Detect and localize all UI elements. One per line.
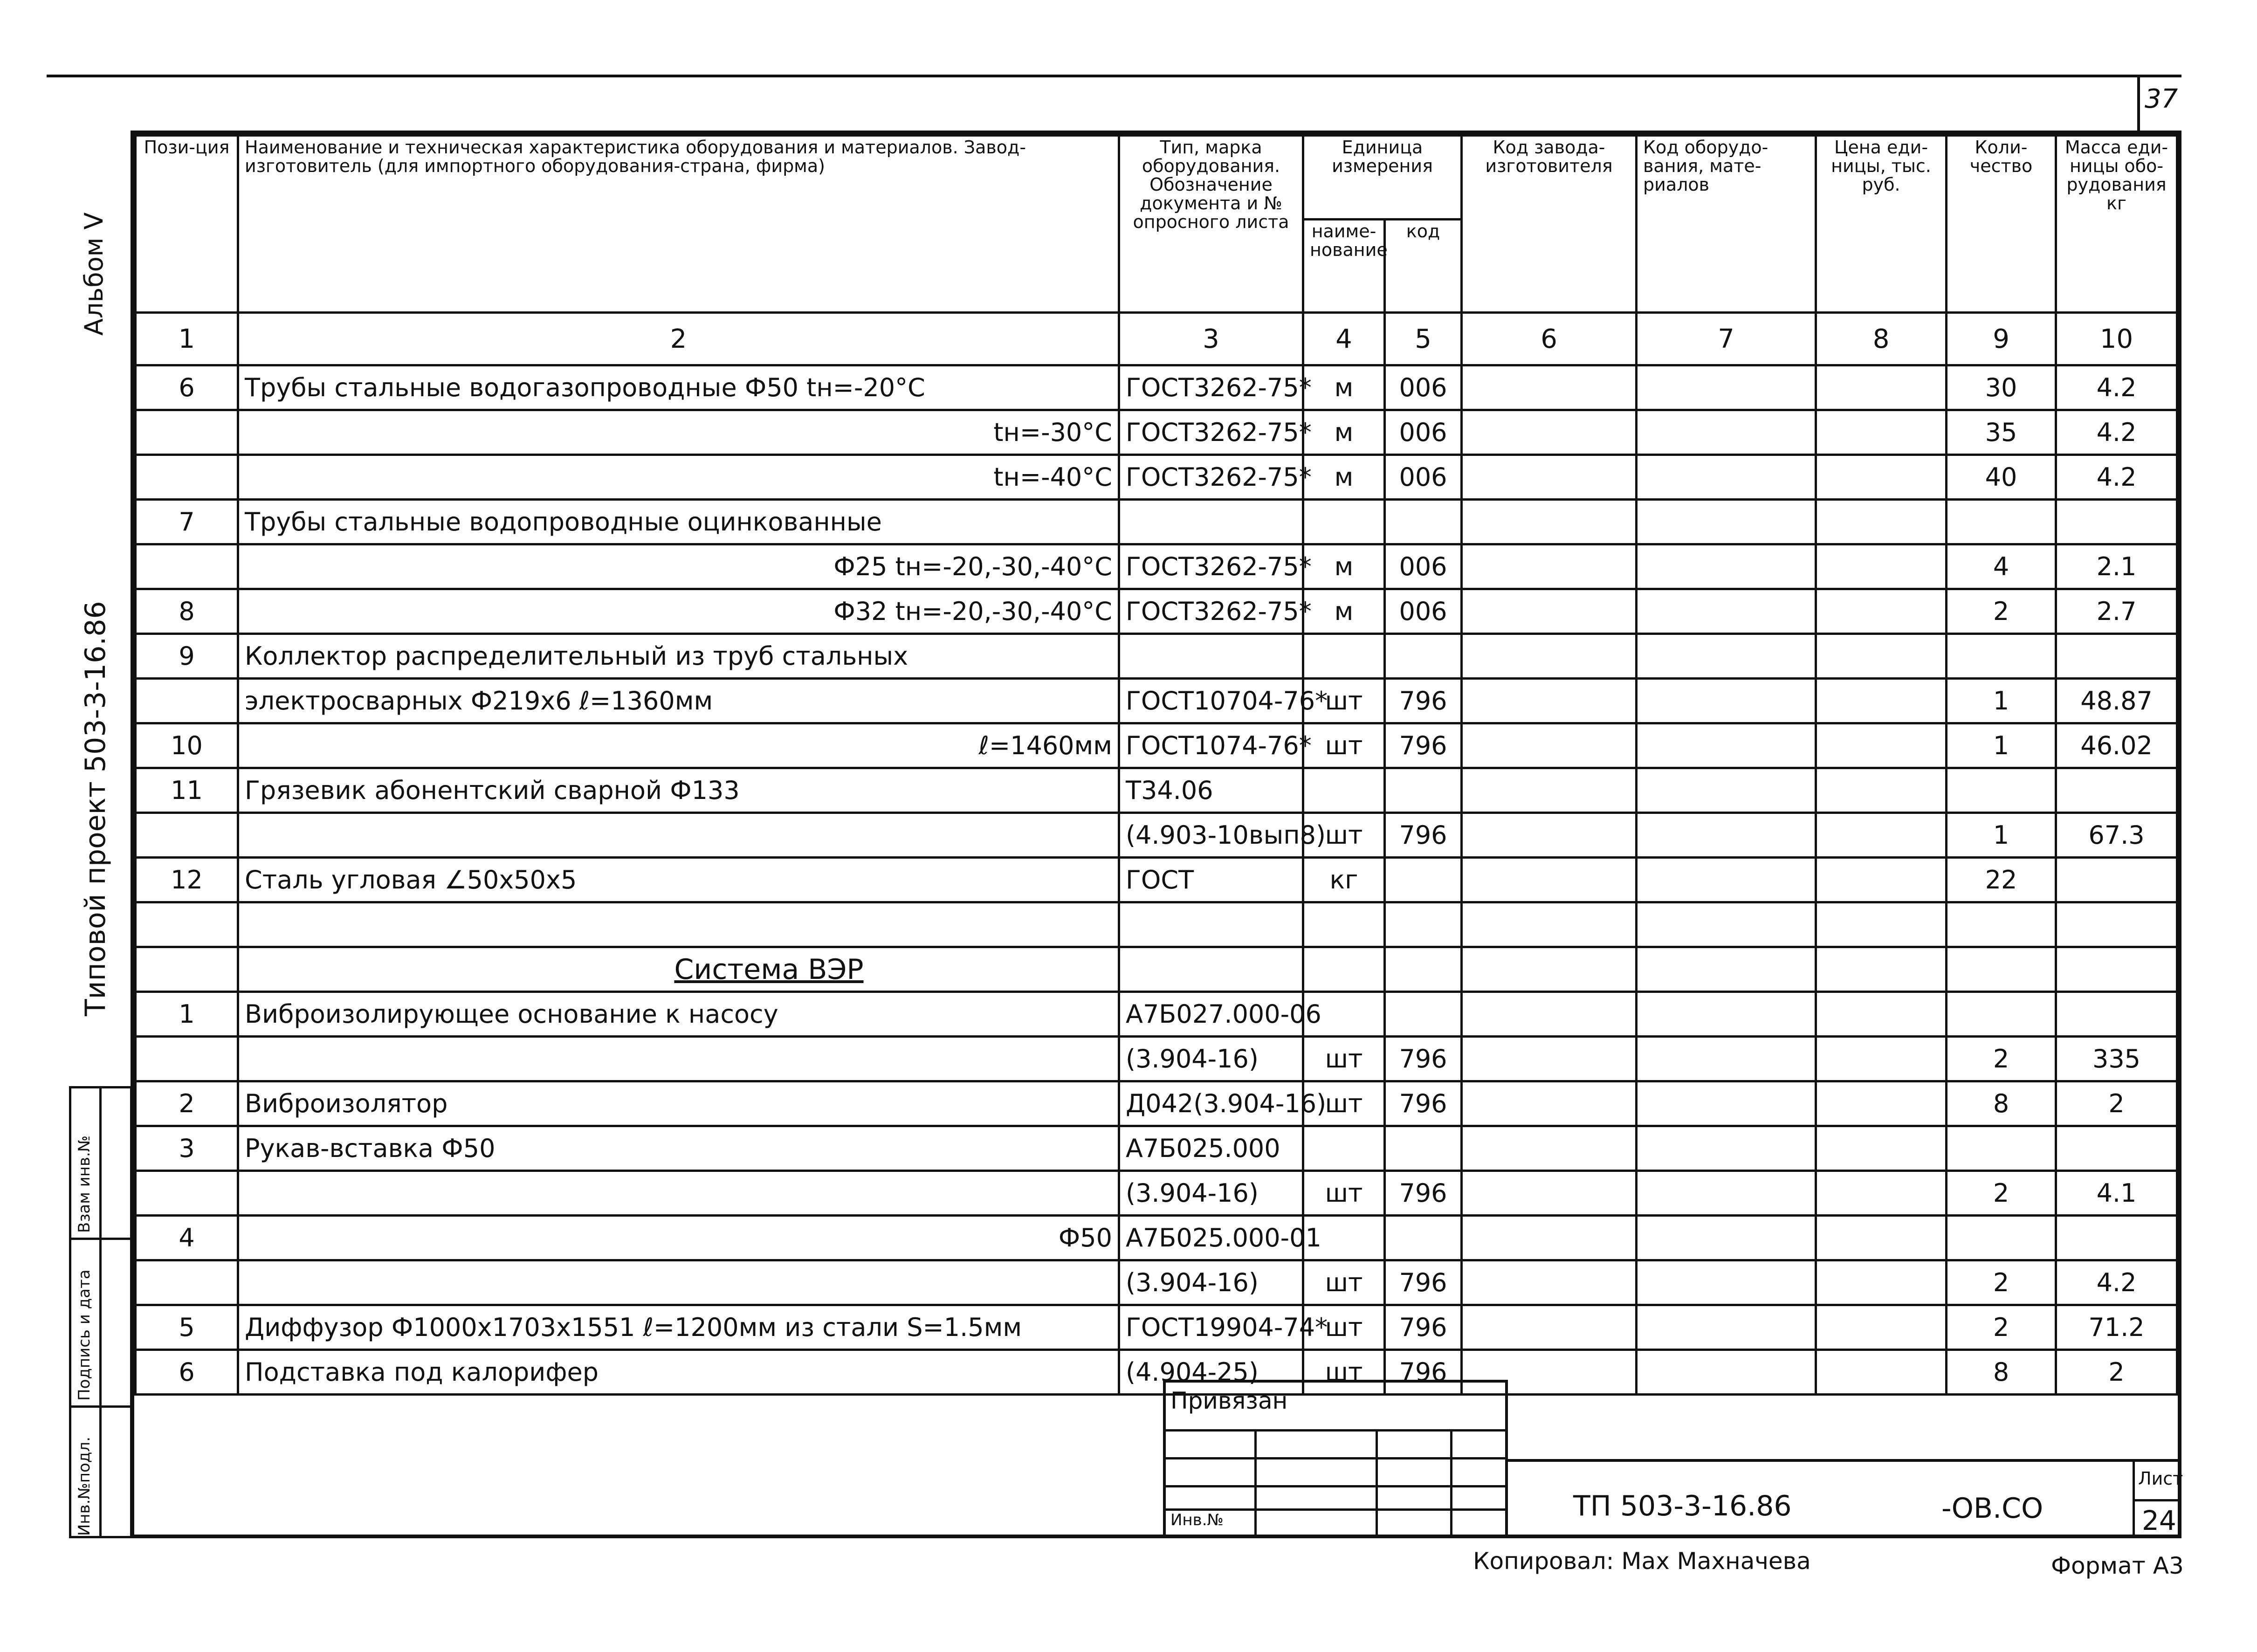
cell-code [1385,768,1462,813]
cell-pos [136,1171,238,1216]
cell-equip [1637,365,1816,410]
cell-factory [1462,723,1637,768]
cell-name: tн=-40°С [238,455,1119,500]
specification-table [134,134,2178,1396]
cell-pos: 2 [136,1081,238,1126]
table-row [136,1260,2177,1305]
table-row [136,1171,2177,1216]
cell-factory [1462,365,1637,410]
cell-unit: м [1303,365,1385,410]
cell-qty [1947,992,2056,1037]
cell-factory [1462,455,1637,500]
cell-factory [1462,768,1637,813]
page-number: 37 [2145,84,2178,114]
table-row [136,589,2177,634]
cell-mass [2056,858,2177,902]
cell-code: 796 [1385,1171,1462,1216]
table-row [136,813,2177,858]
cell-equip [1637,902,1816,947]
cell-factory [1462,500,1637,544]
cell-code: 796 [1385,1305,1462,1350]
cell-name [238,1260,1119,1305]
cell-name: Рукав-вставка Ф50 [238,1126,1119,1171]
col-number: 5 [1385,313,1462,365]
cell-qty [1947,768,2056,813]
cell-code [1385,858,1462,902]
table-row [136,1305,2177,1350]
cell-mass [2056,1216,2177,1260]
cell-mass [2056,500,2177,544]
cell-type: Д042(3.904-16) [1119,1081,1303,1126]
cell-price [1816,947,1947,992]
cell-qty: 30 [1947,365,2056,410]
cell-name: Коллектор распределительный из труб стальных [238,634,1119,679]
cell-qty: 2 [1947,1260,2056,1305]
cell-pos: 8 [136,589,238,634]
cell-price [1816,544,1947,589]
cell-type: ГОСТ10704-76* [1119,679,1303,723]
cell-name [238,813,1119,858]
cell-type: (4.904-25) [1119,1350,1303,1395]
cell-unit: шт [1303,679,1385,723]
cell-qty [1947,1126,2056,1171]
cell-price [1816,1350,1947,1395]
side-label-replace: Взам инв.№ [75,1135,94,1233]
header-position: Пози-ция [136,136,238,313]
cell-unit: м [1303,589,1385,634]
col-number: 7 [1637,313,1816,365]
col-number: 10 [2056,313,2177,365]
header-quantity: Коли-чество [1947,136,2056,313]
table-row [136,365,2177,410]
cell-pos [136,410,238,455]
cell-price [1816,1305,1947,1350]
cell-equip [1637,544,1816,589]
cell-mass [2056,1126,2177,1171]
cell-pos [136,947,238,992]
cell-code: 006 [1385,365,1462,410]
cell-name [238,902,1119,947]
cell-price [1816,365,1947,410]
table-row [136,1126,2177,1171]
table-row [136,1037,2177,1081]
cell-price [1816,1126,1947,1171]
cell-price [1816,1216,1947,1260]
cell-equip [1637,455,1816,500]
cell-name [238,1171,1119,1216]
cell-qty: 22 [1947,858,2056,902]
cell-equip [1637,410,1816,455]
cell-name [238,1037,1119,1081]
top-rule [47,75,2181,77]
cell-unit [1303,634,1385,679]
cell-mass: 4.2 [2056,365,2177,410]
cell-pos [136,902,238,947]
cell-equip [1637,1171,1816,1216]
cell-factory [1462,902,1637,947]
cell-price [1816,500,1947,544]
cell-name: Сталь угловая ∠50х50х5 [238,858,1119,902]
cell-unit: м [1303,410,1385,455]
cell-equip [1637,1081,1816,1126]
cell-pos [136,1260,238,1305]
cell-unit: шт [1303,1037,1385,1081]
cell-mass: 71.2 [2056,1305,2177,1350]
cell-factory [1462,1037,1637,1081]
cell-type: ГОСТ1074-76* [1119,723,1303,768]
cell-price [1816,858,1947,902]
cell-type: Т34.06 [1119,768,1303,813]
cell-price [1816,589,1947,634]
cell-price [1816,410,1947,455]
cell-code: 006 [1385,455,1462,500]
cell-name: электросварных Ф219х6 ℓ=1360мм [238,679,1119,723]
cell-name: Подставка под калорифер [238,1350,1119,1395]
binding-stamp-inv: Инв.№ [1170,1511,1224,1529]
cell-name: Ф25 tн=-20,-30,-40°С [238,544,1119,589]
cell-qty: 35 [1947,410,2056,455]
cell-mass: 2.7 [2056,589,2177,634]
cell-factory [1462,544,1637,589]
binding-stamp-title: Привязан [1170,1387,1288,1414]
cell-code: 796 [1385,679,1462,723]
cell-name: Виброизолятор [238,1081,1119,1126]
header-equipment-code: Код оборудо-вания, мате-риалов [1637,136,1816,313]
binding-stamp [1163,1380,1508,1538]
cell-qty: 8 [1947,1350,2056,1395]
cell-mass: 2.1 [2056,544,2177,589]
cell-factory [1462,1171,1637,1216]
cell-unit: шт [1303,1171,1385,1216]
cell-price [1816,768,1947,813]
sheet-frame [131,131,2181,1538]
cell-price [1816,902,1947,947]
cell-equip [1637,1037,1816,1081]
cell-mass: 4.2 [2056,410,2177,455]
table-row [136,679,2177,723]
table-row [136,1216,2177,1260]
cell-unit: шт [1303,1305,1385,1350]
cell-equip [1637,1216,1816,1260]
cell-name: tн=-30°С [238,410,1119,455]
cell-name: Ф50 [238,1216,1119,1260]
cell-pos: 1 [136,992,238,1037]
cell-qty: 1 [1947,723,2056,768]
cell-pos: 4 [136,1216,238,1260]
cell-factory [1462,1305,1637,1350]
table-row [136,634,2177,679]
side-label-inv: Инв.№подл. [75,1437,94,1536]
cell-type: ГОСТ3262-75* [1119,544,1303,589]
cell-unit: шт [1303,813,1385,858]
cell-unit: шт [1303,1350,1385,1395]
cell-qty: 1 [1947,813,2056,858]
header-factory-code: Код завода-изготовителя [1462,136,1637,313]
cell-qty: 2 [1947,1305,2056,1350]
cell-equip [1637,500,1816,544]
table-row [136,768,2177,813]
cell-code [1385,634,1462,679]
cell-unit [1303,902,1385,947]
cell-price [1816,1037,1947,1081]
table-row [136,410,2177,455]
cell-code [1385,500,1462,544]
cell-price [1816,723,1947,768]
cell-type [1119,500,1303,544]
cell-type: (4.903-10вып8) [1119,813,1303,858]
cell-code [1385,1126,1462,1171]
cell-name: ℓ=1460мм [238,723,1119,768]
cell-code: 796 [1385,1081,1462,1126]
cell-equip [1637,992,1816,1037]
cell-pos: 7 [136,500,238,544]
cell-name: Система ВЭР [238,947,1119,992]
cell-equip [1637,679,1816,723]
col-number: 2 [238,313,1119,365]
cell-mass: 4.1 [2056,1171,2177,1216]
cell-qty: 1 [1947,679,2056,723]
cell-type: ГОСТ19904-74* [1119,1305,1303,1350]
cell-code: 006 [1385,589,1462,634]
cell-qty: 2 [1947,589,2056,634]
cell-unit [1303,947,1385,992]
cell-mass: 67.3 [2056,813,2177,858]
table-row [136,902,2177,947]
format-label: Формат А3 [2051,1552,2184,1579]
cell-price [1816,634,1947,679]
cell-mass: 46.02 [2056,723,2177,768]
cell-qty [1947,902,2056,947]
copied-by: Копировал: Мах Махначева [1473,1548,1811,1575]
header-mass: Масса еди-ницы обо-рудования кг [2056,136,2177,313]
cell-type: (3.904-16) [1119,1037,1303,1081]
header-name: Наименование и техническая характеристика оборудования и материалов. Завод-изготовитель (для импортного оборудования-страна, фирма) [238,136,1119,313]
cell-unit [1303,1126,1385,1171]
cell-mass: 2 [2056,1350,2177,1395]
cell-code: 796 [1385,1350,1462,1395]
cell-type [1119,902,1303,947]
cell-code: 796 [1385,1037,1462,1081]
cell-equip [1637,858,1816,902]
table-row [136,858,2177,902]
cell-pos: 9 [136,634,238,679]
col-number: 4 [1303,313,1385,365]
cell-pos [136,455,238,500]
cell-qty: 40 [1947,455,2056,500]
cell-code: 796 [1385,1260,1462,1305]
cell-type: А7Б027.000-06 [1119,992,1303,1037]
cell-name: Диффузор Ф1000х1703х1551 ℓ=1200мм из стали S=1.5мм [238,1305,1119,1350]
cell-type: ГОСТ [1119,858,1303,902]
cell-name: Грязевик абонентский сварной Ф133 [238,768,1119,813]
specification-body [136,365,2177,1395]
cell-pos: 3 [136,1126,238,1171]
cell-mass: 4.2 [2056,1260,2177,1305]
document-project-code: ТП 503-3-16.86 [1573,1490,1792,1522]
sheet-number: 24 [2142,1505,2176,1536]
cell-equip [1637,813,1816,858]
cell-factory [1462,947,1637,992]
cell-type: ГОСТ3262-75* [1119,589,1303,634]
cell-qty [1947,500,2056,544]
cell-qty: 4 [1947,544,2056,589]
side-label-sign: Подпись и дата [75,1269,94,1401]
left-stamp-strip [69,1086,132,1538]
col-number: 3 [1119,313,1303,365]
cell-equip [1637,1305,1816,1350]
cell-factory [1462,1081,1637,1126]
cell-factory [1462,992,1637,1037]
cell-factory [1462,858,1637,902]
cell-code: 796 [1385,723,1462,768]
cell-code [1385,902,1462,947]
cell-factory [1462,1260,1637,1305]
cell-mass: 4.2 [2056,455,2177,500]
cell-name: Виброизолирующее основание к насосу [238,992,1119,1037]
cell-mass [2056,947,2177,992]
cell-qty: 2 [1947,1171,2056,1216]
cell-unit: м [1303,455,1385,500]
cell-factory [1462,410,1637,455]
cell-mass: 48.87 [2056,679,2177,723]
cell-qty [1947,634,2056,679]
cell-name: Трубы стальные водопроводные оцинкованные [238,500,1119,544]
table-row [136,455,2177,500]
table-row [136,947,2177,992]
cell-qty: 2 [1947,1037,2056,1081]
cell-type: А7Б025.000 [1119,1126,1303,1171]
header-unit-code: код [1385,220,1462,313]
cell-factory [1462,679,1637,723]
cell-price [1816,1081,1947,1126]
cell-name: Ф32 tн=-20,-30,-40°С [238,589,1119,634]
cell-type: (3.904-16) [1119,1260,1303,1305]
cell-mass [2056,992,2177,1037]
cell-code [1385,992,1462,1037]
cell-unit: шт [1303,1260,1385,1305]
cell-factory [1462,589,1637,634]
cell-equip [1637,768,1816,813]
cell-unit: м [1303,544,1385,589]
cell-pos: 10 [136,723,238,768]
cell-type [1119,947,1303,992]
cell-qty [1947,1216,2056,1260]
cell-pos [136,679,238,723]
cell-pos: 12 [136,858,238,902]
cell-factory [1462,1126,1637,1171]
cell-equip [1637,1126,1816,1171]
cell-mass [2056,768,2177,813]
header-unit-name: наиме-нование [1303,220,1385,313]
cell-factory [1462,634,1637,679]
cell-price [1816,1260,1947,1305]
cell-type [1119,634,1303,679]
cell-type: (3.904-16) [1119,1171,1303,1216]
cell-equip [1637,1260,1816,1305]
cell-pos: 5 [136,1305,238,1350]
cell-code [1385,1216,1462,1260]
cell-mass [2056,902,2177,947]
cell-unit: шт [1303,1081,1385,1126]
cell-pos [136,813,238,858]
cell-type: ГОСТ3262-75* [1119,365,1303,410]
cell-pos: 6 [136,365,238,410]
cell-equip [1637,723,1816,768]
col-number: 1 [136,313,238,365]
table-row [136,723,2177,768]
cell-pos [136,544,238,589]
album-label: Альбом V [79,212,109,336]
cell-pos [136,1037,238,1081]
document-code-block [1508,1459,2181,1538]
table-row [136,544,2177,589]
cell-code [1385,947,1462,992]
header-price: Цена еди-ницы, тыс. руб. [1816,136,1947,313]
cell-code: 796 [1385,813,1462,858]
cell-equip [1637,589,1816,634]
cell-qty [1947,947,2056,992]
cell-equip [1637,1350,1816,1395]
cell-equip [1637,634,1816,679]
table-row [136,500,2177,544]
cell-equip [1637,947,1816,992]
cell-type: ГОСТ3262-75* [1119,455,1303,500]
project-label: Типовой проект 503-3-16.86 [79,601,112,1016]
col-number: 8 [1816,313,1947,365]
cell-pos: 11 [136,768,238,813]
header-unit: Единица измерения [1303,136,1462,220]
col-number: 6 [1462,313,1637,365]
cell-mass [2056,634,2177,679]
col-number: 9 [1947,313,2056,365]
cell-qty: 8 [1947,1081,2056,1126]
cell-price [1816,679,1947,723]
sheet-label: Лист [2138,1468,2183,1489]
cell-mass: 335 [2056,1037,2177,1081]
cell-pos: 6 [136,1350,238,1395]
cell-mass: 2 [2056,1081,2177,1126]
cell-price [1816,455,1947,500]
cell-unit [1303,768,1385,813]
cell-code: 006 [1385,544,1462,589]
cell-name: Трубы стальные водогазопроводные Ф50 tн=-20°С [238,365,1119,410]
table-row [136,992,2177,1037]
cell-unit: шт [1303,723,1385,768]
cell-type: А7Б025.000-01 [1119,1216,1303,1260]
cell-code: 006 [1385,410,1462,455]
table-row [136,1081,2177,1126]
cell-factory [1462,1216,1637,1260]
cell-price [1816,813,1947,858]
cell-unit: кг [1303,858,1385,902]
header-type: Тип, марка оборудования. Обозначение документа и № опросного листа [1119,136,1303,313]
table-row [136,1350,2177,1395]
cell-unit [1303,500,1385,544]
cell-type: ГОСТ3262-75* [1119,410,1303,455]
document-suffix: -ОВ.СО [1941,1492,2044,1525]
cell-price [1816,992,1947,1037]
page-number-box [2137,75,2181,131]
cell-factory [1462,813,1637,858]
cell-price [1816,1171,1947,1216]
